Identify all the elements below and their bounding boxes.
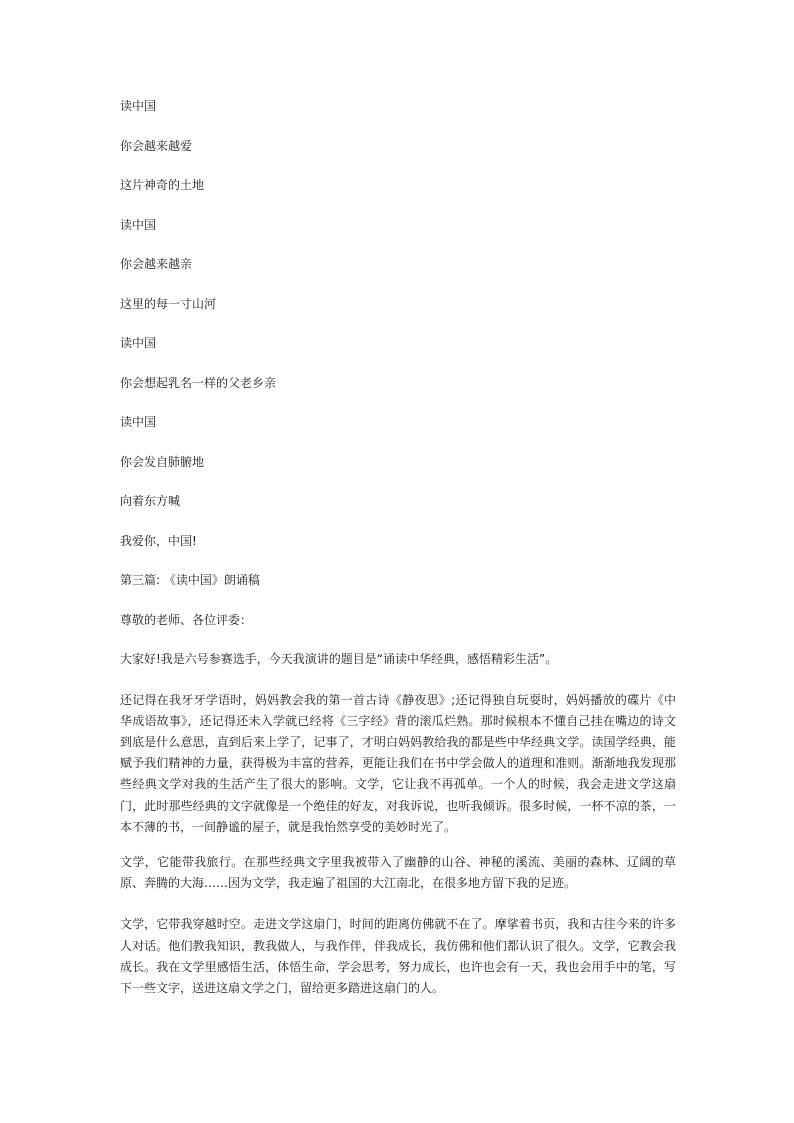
poem-line: 读中国	[120, 336, 157, 350]
poem-line: 读中国	[120, 99, 157, 113]
poem-line: 这片神奇的土地	[120, 178, 205, 192]
poem-line: 这里的每一寸山河	[120, 296, 217, 311]
poem-line: 你会想起乳名一样的父老乡亲	[120, 375, 277, 390]
poem-line: 你会发自肺腑地	[120, 454, 205, 469]
intro-line: 大家好!我是六号参赛选手，今天我演讲的题目是“诵读中华经典，感悟精彩生活”。	[120, 652, 558, 666]
poem-line: 读中国	[120, 217, 157, 232]
poem-line: 读中国	[120, 415, 157, 429]
poem-line: 向着东方喊	[120, 494, 181, 508]
section-title: 第三篇: 《读中国》朗诵稿	[120, 573, 260, 587]
poem-line: 我爱你，中国!	[120, 533, 197, 548]
body-paragraph: 文学，它带我穿越时空。走进文学这扇门，时间的距离仿佛就不在了。摩挲着书页，我和古往今来的许多人对话。他们教我知识，教我做人，与我作伴，伴我成长，我仿佛和他们都认识了很久。文学，它教会我成长。我在文学里感悟生活，体悟生命，学会思考，努力成长，也许也会有一天，我也会用手中的笔，写下一些文字，送进这扇文学之门，留给更多踏进这扇门的人。	[120, 917, 676, 995]
body-paragraph: 还记得在我牙牙学语时，妈妈教会我的第一首古诗《静夜思》;还记得独自玩耍时，妈妈播放的碟片《中华成语故事》，还记得还未入学就已经将《三字经》背的滚瓜烂熟。那时候根本不懂自己挂在嘴边的诗文到底是什么意思，直到后来上学了，记事了，才明白妈妈教给我的都是些中华经典文学。读国学经典，能赋予我们精神的力量，获得极为丰富的营养，更能让我们在书中学会做人的道理和准则。渐渐地我发现那些经典文学对我的生活产生了很大的影响。文学，它让我不再孤单。一个人的时候，我会走进文学这扇门，此时那些经典的文字就像是一个绝佳的好友，对我诉说，也听我倾诉。很多时候，一杯不凉的茶，一本不薄的书，一间静谧的屋子，就是我怡然享受的美妙时光了。	[120, 692, 676, 834]
body-paragraph: 文学，它能带我旅行。在那些经典文字里我被带入了幽静的山谷、神秘的溪流、美丽的森林、辽阔的草原、奔腾的大海……因为文学，我走遍了祖国的大江南北，在很多地方留下我的足迹。	[120, 854, 676, 891]
poem-line: 你会越来越亲	[120, 257, 193, 271]
greeting: 尊敬的老师、各位评委：	[120, 612, 253, 627]
document-body	[120, 97, 676, 999]
poem-line: 你会越来越爱	[120, 138, 193, 153]
